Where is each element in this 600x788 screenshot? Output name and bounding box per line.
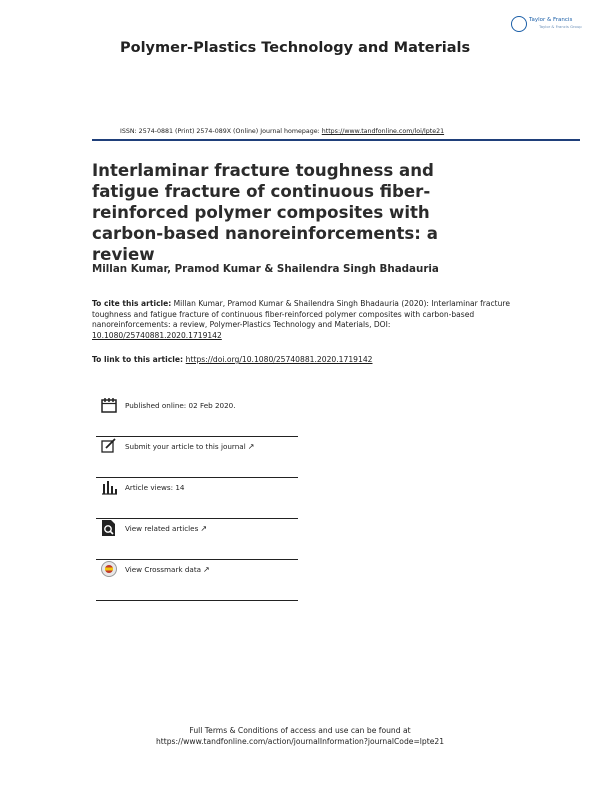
article-link-label: To link to this article: <box>92 355 186 364</box>
search-document-icon <box>100 519 118 537</box>
article-link-line <box>92 355 372 364</box>
citation-doi-link[interactable]: 10.1080/25740881.2020.1719142 <box>92 330 222 340</box>
journal-title: Polymer-Plastics Technology and Materials <box>120 40 471 56</box>
issn-line <box>120 128 444 135</box>
row-divider <box>96 600 298 601</box>
citation-label: To cite this article: <box>92 299 172 308</box>
footer-terms <box>0 725 600 747</box>
crossmark-icon <box>100 560 118 578</box>
calendar-icon <box>100 396 118 414</box>
article-doi-url[interactable]: https://doi.org/10.1080/25740881.2020.1719142 <box>185 355 373 364</box>
related-articles-link[interactable] <box>125 524 207 533</box>
submit-article-label: Submit your article to this journal <box>125 442 246 451</box>
related-articles-row[interactable] <box>96 519 298 560</box>
citation-block <box>92 299 512 341</box>
crossmark-label: View Crossmark data <box>125 565 202 574</box>
bar-chart-icon <box>100 478 118 496</box>
citation-text: Millan Kumar, Pramod Kumar & Shailendra Singh Bhadauria (2020): Interlaminar fracture toughness and fatigue fracture of continuous fiber-reinforced polymer composites with carbon-based nanoreinforcements: a review, Polymer-Plastics Technology and Materials, DOI: <box>92 299 510 330</box>
submit-article-row[interactable] <box>96 437 298 478</box>
publisher-logo-icon <box>511 16 527 32</box>
issn-text: ISSN: 2574-0881 (Print) 2574-089X (Online) Journal homepage: <box>120 128 322 135</box>
article-views-label: Article views: 14 <box>125 483 185 492</box>
header-divider <box>92 139 580 141</box>
external-link-icon: ↗ <box>200 524 208 533</box>
crossmark-link[interactable] <box>125 565 210 574</box>
article-title: Interlaminar fracture toughness and fatigue fracture of continuous fiber-reinforced polymer composites with carbon-based nanoreinforcements: a review <box>92 161 438 264</box>
related-articles-label: View related articles <box>125 524 199 533</box>
footer-journal-info-link[interactable]: https://www.tandfonline.com/action/journalInformation?journalCode=lpte21 <box>155 737 445 746</box>
footer-terms-text: Full Terms & Conditions of access and use can be found at <box>189 726 411 735</box>
published-online-label: Published online: 02 Feb 2020. <box>125 401 236 410</box>
edit-icon <box>100 437 118 455</box>
external-link-icon: ↗ <box>247 442 255 451</box>
publisher-logo[interactable] <box>511 15 591 37</box>
external-link-icon: ↗ <box>203 565 210 574</box>
article-views-row <box>96 478 298 519</box>
published-online-row <box>96 396 298 437</box>
publisher-logo-group: Taylor & Francis Group <box>539 24 582 29</box>
article-authors: Millan Kumar, Pramod Kumar & Shailendra Singh Bhadauria <box>92 263 439 275</box>
journal-homepage-link[interactable]: https://www.tandfonline.com/loi/lpte21 <box>321 128 445 135</box>
submit-article-link[interactable] <box>125 442 254 451</box>
publisher-logo-name: Taylor & Francis <box>529 17 573 23</box>
crossmark-row[interactable] <box>96 560 298 601</box>
